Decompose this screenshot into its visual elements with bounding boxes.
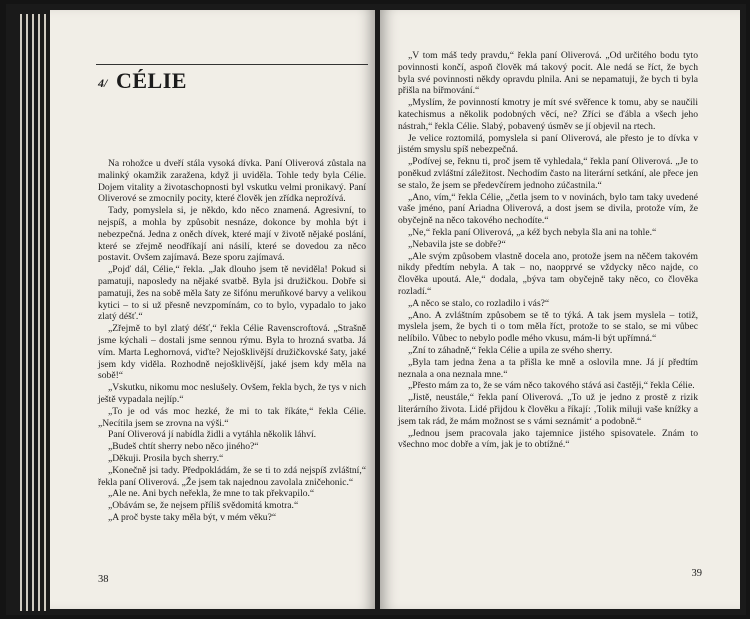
paragraph: „Vskutku, nikomu moc neslušely. Ovšem, řekla bych, že tys v nich ještě vypadala nejlíp.“ (98, 382, 366, 405)
paragraph: „Přesto mám za to, že se vám něco takového stává asi častěji,“ řekla Célie. (408, 380, 695, 392)
paragraph: „Ano. A zvláštním způsobem se tě to týká. A tak jsem myslela – totiž, myslela jsem, že bych ti o tom měla říct, protože to se stalo, se mi vůbec nelíbilo. Vůbec to nebylo podle mého vkusu, mám-li být upřímná.“ (398, 309, 698, 345)
page-edge (20, 14, 22, 611)
chapter-number: 4/ (98, 76, 108, 90)
paragraph: „Jistě, neustále,“ řekla paní Oliverová. „To už je jedno z prostě z rizik literárního života. Lidé přijdou k člověku a říkají: ‚Tolik miluji vaše knížky a jsem tak rád, že mám možnost se s vámi seznámit‘ a podobně.“ (398, 392, 698, 427)
paragraph: Na rohožce u dveří stála vysoká dívka. Paní Oliverová zůstala na malinký okamžik zaražena, když ji uviděla. Tohle tedy byla Célie. Dojem vitality a životaschopnosti byl vskutku velmi pronikavý. Paní Oliverové se zmocnily pocity, které člověk jen zřídka neprožívá. (98, 158, 366, 205)
page-edge (26, 14, 28, 611)
page-edge (38, 14, 40, 611)
paragraph: „Podívej se, řeknu ti, proč jsem tě vyhledala,“ řekla paní Oliverová. „Je to poněkud zvláštní záležitost. Nechodím často na literární setkání, ale přece jen se stalo, že jsem se předevčírem jednoho zúčastnila.“ (398, 156, 698, 191)
chapter-rule (96, 64, 368, 65)
right-page-text (398, 50, 698, 451)
paragraph: „Konečně jsi tady. Předpokládám, že se ti to zdá nejspíš zvláštní,“ řekla paní Oliverová. „Že jsem tak najednou zavolala zničehonic.“ (98, 464, 366, 488)
paragraph: „A něco se stalo, co rozladilo i vás?“ (408, 297, 550, 309)
paragraph: Je velice roztomilá, pomyslela si paní Oliverová, ale přesto je to dívka v jistém smyslu spíš nebezpečná. (398, 132, 698, 156)
paragraph: „Ne,“ řekla paní Oliverová, „a kéž bych nebyla šla ani na tohle.“ (408, 226, 657, 238)
page-edge (44, 14, 46, 611)
paragraph: „Obávám se, že nejsem příliš svědomitá kmotra.“ (108, 500, 299, 512)
page-edge (32, 14, 34, 611)
paragraph: „To je od vás moc hezké, že mi to tak říkáte,“ řekla Célie. „Necítila jsem se zrovna na výši.“ (98, 405, 366, 429)
page-number: 38 (98, 574, 109, 585)
paragraph: „Ano, vím,“ řekla Célie, „četla jsem to v novinách, bylo tam taky uvedené vaše jméno, paní Ariadna Oliverová, a dost jsem se divila, protože vím, že obyčejně na něco takového nechodíte.“ (398, 191, 698, 227)
paragraph: „Budeš chtít sherry nebo něco jiného?“ (108, 441, 259, 453)
paragraph: „A proč byste taky měla být, v mém věku?“ (108, 511, 277, 523)
book-spread (6, 4, 746, 615)
paragraph: „Ale svým způsobem vlastně docela ano, protože jsem na něčem takovém nikdy předtím nebyla. A tak – no, naopprvé se vždycky něco najde, co člověka upoutá. Ale,“ dodala, „býva tam obyčejně taky něco, co člověka rozladí.“ (398, 250, 698, 297)
paragraph: „Zřejmě to byl zlatý déšť,“ řekla Célie Ravenscroftová. „Strašně jsme kýchali – dostali jsme sennou rýmu. Byla to hrozná svatba. Já vím. Marta Leghornová, viďte? Nejošklivější družičkovské šaty, jaké jsem kdy viděla. Rozhodně nejošklivější, jaké jsem kdy měla na sobě!“ (98, 323, 366, 382)
chapter-title: CÉLIE (116, 68, 187, 93)
paragraph: „Jednou jsem pracovala jako tajemnice jistého spisovatele. Znám to všechno moc dobře a vím, jak je to obtížné.“ (398, 427, 698, 451)
paragraph: „Zní to záhadně,“ řekla Célie a upila ze svého sherry. (408, 344, 613, 356)
paragraph: „V tom máš tedy pravdu,“ řekla paní Oliverová. „Od určitého bodu tyto povinnosti končí, aspoň člověk má takový pocit. Ale nedá se říct, že bych byla své povinnosti někdy opravdu plnila. Ani se nepamatuji, že bych ti byla přišla na biřmování.“ (398, 50, 698, 97)
left-page (50, 10, 375, 609)
paragraph: „Byla tam jedna žena a ta přišla ke mně a oslovila mne. Já jí předtím neznala a ona neznala mne.“ (398, 356, 698, 380)
left-page-text (98, 158, 366, 524)
paragraph: Paní Oliverová jí nabídla židli a vytáhla několik láhví. (108, 429, 317, 441)
right-page (380, 10, 740, 609)
page-number: 39 (691, 568, 702, 579)
paragraph: „Děkuji. Prosila bych sherry.“ (108, 452, 224, 464)
paragraph: „Ale ne. Ani bych neřekla, že mne to tak překvapilo.“ (108, 488, 315, 500)
paragraph: „Nebavila jste se dobře?“ (408, 238, 506, 250)
paragraph: „Pojď dál, Célie,“ řekla. „Jak dlouho jsem tě neviděla! Pokud si pamatuji, naposledy na nějaké svatbě. Byla jsi družičkou. Dobře si pamatuji, žes na sobě měla šaty ze šifónu meruňkové barvy a velikou kytici – to si už přesně nevzpomínám, co to bylo, vypadalo to jako zlatý déšť.“ (98, 264, 366, 323)
paragraph: Tady, pomyslela si, je někdo, kdo něco znamená. Agresivní, to nejspíš, a mohla by způsobit nesnáze, dokonce by mohla být i nebezpečná. Jedna z oněch dívek, které mají v životě nějaké poslání, které se zřejmě neodříkají ani násilí, které se dovedou za něco postavit. Ovšem zajímavá. Beze sporu zajímavá. (98, 205, 366, 264)
paragraph: „Myslím, že povinností kmotry je mít své svěřence k tomu, aby se naučili katechismus a několik podobných věcí, ne? Zříci se ďábla a všech jeho nástrah,“ řekla Célie. Slabý, pobavený úsměv se jí objevil na rtech. (398, 97, 698, 132)
